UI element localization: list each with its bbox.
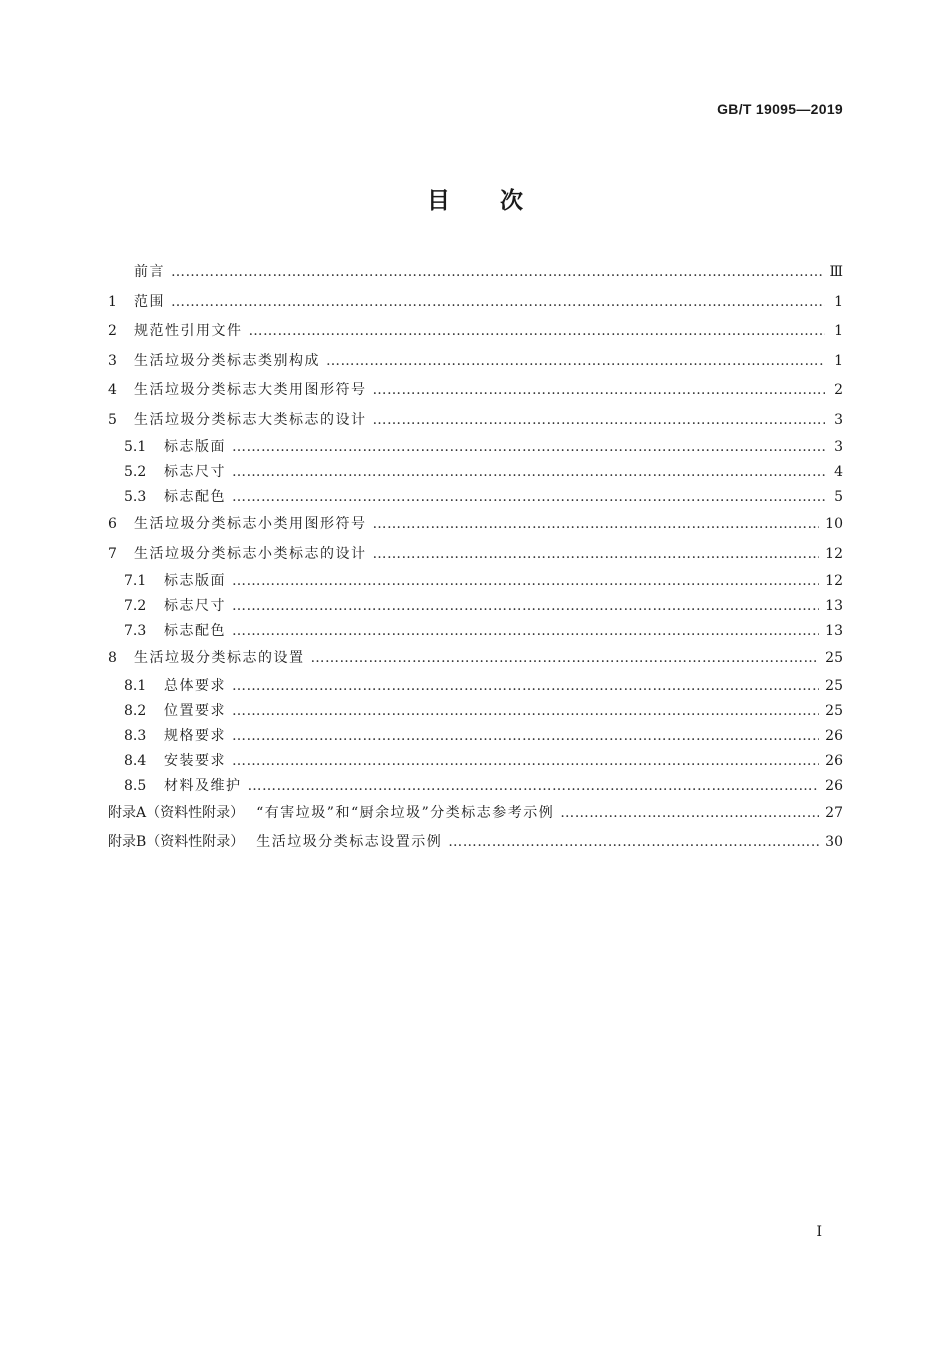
toc-entry-label: 位置要求: [164, 702, 226, 719]
toc-entry-page: 12: [825, 573, 843, 589]
toc-entry[interactable]: [108, 674, 843, 699]
toc-entry[interactable]: [108, 406, 843, 436]
toc-entry[interactable]: [108, 699, 843, 724]
toc-leader-dots: [373, 510, 820, 540]
toc-entry[interactable]: [108, 799, 843, 829]
toc-entry-page: 1: [834, 352, 843, 369]
toc-entry-label: 生活垃圾分类标志小类标志的设计: [134, 545, 367, 562]
toc-leader-dots: [232, 674, 819, 699]
toc-entry-page: 3: [834, 439, 843, 455]
toc-entry-number: 2: [108, 323, 117, 339]
toc-leader-dots: [232, 749, 819, 774]
toc-entry-number: 附录A（资料性附录）: [108, 804, 245, 821]
toc-entry[interactable]: [108, 644, 843, 674]
toc-leader-dots: [232, 699, 819, 724]
toc-entry-number: 1: [108, 293, 117, 310]
toc-entry-page: 25: [825, 702, 843, 719]
toc-entry-page: 10: [825, 516, 843, 532]
toc-entry[interactable]: [108, 724, 843, 749]
toc-entry-label: 标志版面: [164, 573, 226, 589]
toc-entry[interactable]: [108, 594, 843, 619]
toc-entry-page: 4: [834, 464, 843, 480]
toc-entry[interactable]: [108, 540, 843, 570]
toc-leader-dots: [232, 594, 819, 619]
toc-entry-label: 标志配色: [164, 489, 226, 505]
toc-entry-number: 8.5: [124, 777, 147, 794]
toc-entry-label: 生活垃圾分类标志小类用图形符号: [134, 516, 367, 532]
toc-entry-number: 5.3: [124, 489, 147, 505]
toc-entry[interactable]: [108, 376, 843, 406]
toc-entry-page: 12: [825, 545, 843, 562]
toc-entry-number: 6: [108, 516, 117, 532]
toc-entry[interactable]: [108, 510, 843, 540]
toc-entry-page: 1: [834, 323, 843, 339]
toc-entry-number: 附录B（资料性附录）: [108, 834, 245, 850]
toc-entry-page: 25: [825, 650, 843, 666]
toc-entry-page: 5: [834, 489, 843, 505]
toc-entry-label: 材料及维护: [164, 777, 242, 794]
toc-entry-page: 26: [825, 777, 843, 794]
toc-entry[interactable]: [108, 435, 843, 460]
page-number: I: [816, 1224, 822, 1240]
toc-leader-dots: [326, 347, 825, 377]
toc-entry[interactable]: [108, 317, 843, 347]
toc-leader-dots: [249, 317, 826, 347]
toc-leader-dots: [171, 288, 825, 318]
toc-leader-dots: [232, 619, 819, 644]
toc-entry-page: 2: [834, 382, 843, 398]
toc-entry-label: 标志配色: [164, 623, 226, 639]
toc-entry[interactable]: [108, 569, 843, 594]
toc-entry-label: 生活垃圾分类标志的设置: [134, 650, 305, 666]
table-of-contents: [108, 258, 843, 858]
toc-entry-label: 规格要求: [164, 727, 226, 744]
toc-entry-number: 3: [108, 352, 117, 369]
toc-entry-number: 4: [108, 382, 117, 398]
toc-entry[interactable]: [108, 460, 843, 485]
toc-entry-number: 5.2: [124, 464, 147, 480]
toc-leader-dots: [232, 435, 825, 460]
toc-entry-number: 7.1: [124, 573, 147, 589]
standard-code: GB/T 19095—2019: [717, 101, 843, 117]
toc-entry-label: 生活垃圾分类标志大类用图形符号: [134, 382, 367, 398]
toc-entry-label: “有害垃圾”和“厨余垃圾”分类标志参考示例: [256, 804, 555, 821]
toc-entry-label: 生活垃圾分类标志大类标志的设计: [134, 411, 367, 428]
toc-leader-dots: [232, 485, 825, 510]
toc-entry[interactable]: [108, 619, 843, 644]
toc-entry[interactable]: [108, 258, 843, 288]
toc-leader-dots: [448, 828, 819, 858]
toc-entry-page: Ⅲ: [829, 264, 843, 280]
toc-entry[interactable]: [108, 828, 843, 858]
toc-entry-page: 13: [825, 623, 843, 639]
toc-entry[interactable]: [108, 774, 843, 799]
toc-entry-label: 标志尺寸: [164, 598, 226, 614]
toc-entry-page: 30: [825, 834, 843, 850]
toc-entry-page: 13: [825, 598, 843, 614]
toc-entry[interactable]: [108, 749, 843, 774]
toc-leader-dots: [171, 258, 823, 288]
toc-entry-number: 5.1: [124, 439, 147, 455]
toc-leader-dots: [560, 799, 819, 829]
toc-entry-label: 规范性引用文件: [134, 323, 243, 339]
toc-entry-page: 26: [825, 752, 843, 769]
toc-entry-label: 安装要求: [164, 752, 226, 769]
toc-entry-label: 生活垃圾分类标志类别构成: [134, 352, 320, 369]
toc-entry-page: 1: [834, 293, 843, 310]
toc-entry-label: 前言: [134, 264, 165, 280]
toc-entry-number: 7.3: [124, 623, 147, 639]
toc-entry-label: 标志尺寸: [164, 464, 226, 480]
toc-leader-dots: [311, 644, 820, 674]
toc-entry-label: 总体要求: [164, 677, 226, 694]
toc-entry-page: 25: [825, 677, 843, 694]
toc-entry-label: 生活垃圾分类标志设置示例: [256, 834, 443, 850]
toc-entry[interactable]: [108, 485, 843, 510]
toc-entry-page: 27: [825, 804, 843, 821]
toc-entry-number: 8: [108, 650, 117, 666]
toc-leader-dots: [232, 724, 819, 749]
toc-entry-number: 7: [108, 545, 117, 562]
page-title: 目次: [427, 188, 573, 214]
toc-entry-label: 范围: [134, 293, 165, 310]
toc-entry-page: 26: [825, 727, 843, 744]
toc-entry-page: 3: [834, 411, 843, 428]
toc-entry-number: 8.2: [124, 702, 147, 719]
toc-entry-number: 8.4: [124, 752, 147, 769]
toc-entry-number: 5: [108, 411, 117, 428]
toc-entry-number: 8.3: [124, 727, 147, 744]
toc-entry[interactable]: [108, 288, 843, 318]
toc-leader-dots: [248, 774, 820, 799]
toc-entry-number: 8.1: [124, 677, 147, 694]
toc-leader-dots: [373, 406, 826, 436]
toc-leader-dots: [232, 460, 825, 485]
toc-leader-dots: [232, 569, 819, 594]
toc-leader-dots: [373, 540, 820, 570]
toc-leader-dots: [373, 376, 826, 406]
toc-entry-number: 7.2: [124, 598, 147, 614]
toc-entry-label: 标志版面: [164, 439, 226, 455]
toc-entry[interactable]: [108, 347, 843, 377]
